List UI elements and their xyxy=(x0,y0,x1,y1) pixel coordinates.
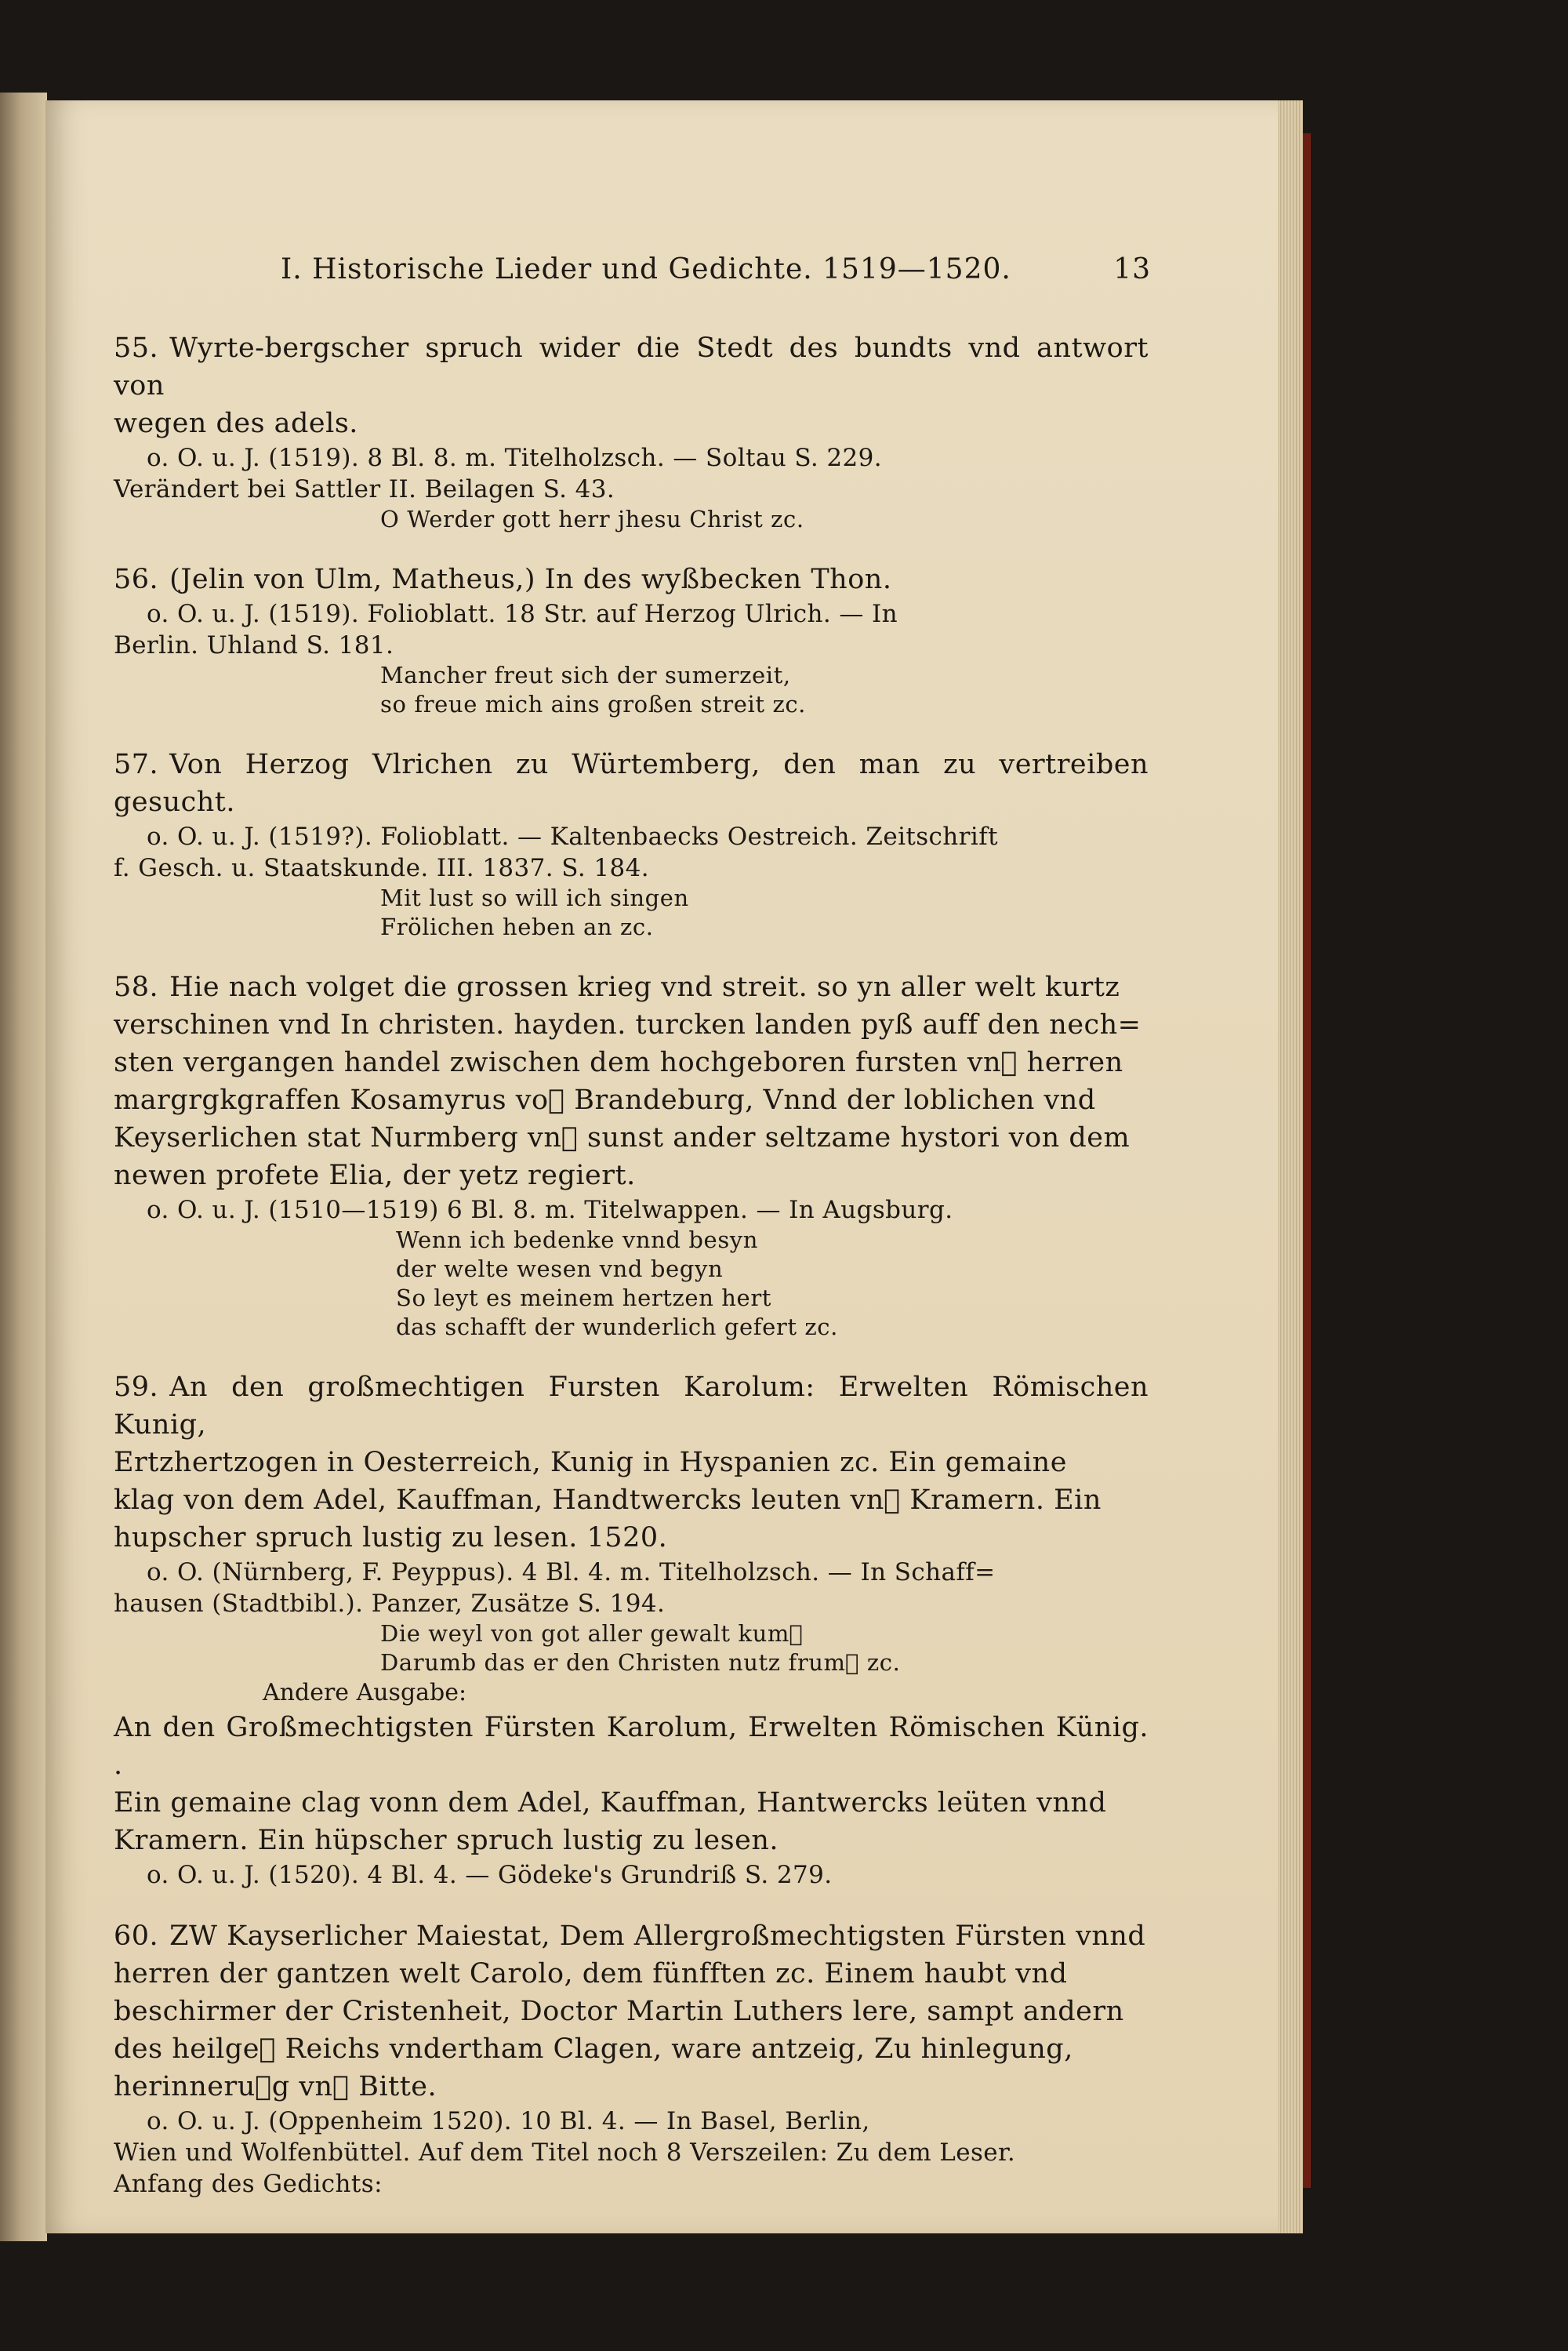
entry-title-line: klag von dem Adel, Kauffman, Handtwercks leuten vn᷑ Kramern. Ein xyxy=(114,1484,1102,1516)
entry-59 xyxy=(114,1368,1149,1891)
edition-label: Andere Ausgabe: xyxy=(263,1679,467,1706)
verse-incipit-line: so freue mich ains großen streit zc. xyxy=(380,691,806,718)
verse-incipit-line: O Werder gott herr jhesu Christ zc. xyxy=(380,506,804,532)
entry-title-line: 59. An den großmechtigen Fursten Karolum: Erwelten Römischen Kunig, xyxy=(114,1372,1149,1441)
bibliography-line: o. O. u. J. (1519). Folioblatt. 18 Str. auf Herzog Ulrich. — In xyxy=(147,600,898,628)
verse-incipit-line: Frölichen heben an zc. xyxy=(380,914,654,940)
verse-incipit-line: Die weyl von got aller gewalt kum᷑ xyxy=(380,1620,804,1647)
page-content xyxy=(114,329,1149,2226)
left-page-edge xyxy=(0,93,47,2241)
entry-58 xyxy=(114,968,1149,1342)
page-stack-edge xyxy=(1278,100,1303,2233)
entry-title-line: 58. Hie nach volget die grossen krieg vnd streit. so yn aller welt kurtz xyxy=(114,972,1120,1003)
entry-title-line: newen profete Elia, der yetz regiert. xyxy=(114,1160,636,1191)
entry-number: 56. xyxy=(114,564,159,595)
alt-edition-title-line: Ein gemaine clag vonn dem Adel, Kauffman, Hantwercks leüten vnnd xyxy=(114,1787,1107,1819)
entry-title-line: beschirmer der Cristenheit, Doctor Martin Luthers lere, sampt andern xyxy=(114,1996,1124,2027)
entry-number: 60. xyxy=(114,1920,159,1952)
verse-incipit-line: Darumb das er den Christen nutz frum᷑ zc. xyxy=(380,1649,901,1676)
entry-title-line: sten vergangen handel zwischen dem hochgeboren fursten vn᷑ herren xyxy=(114,1047,1123,1078)
entry-number: 57. xyxy=(114,749,159,780)
entry-number: 58. xyxy=(114,972,159,1003)
bibliography-line: o. O. u. J. (Oppenheim 1520). 10 Bl. 4. — In Basel, Berlin, xyxy=(147,2107,870,2135)
bibliography-line: Verändert bei Sattler II. Beilagen S. 43. xyxy=(114,475,615,503)
entry-title-line: des heilge᷑ Reichs vndertham Clagen, ware antzeig, Zu hinlegung, xyxy=(114,2033,1073,2065)
entry-56 xyxy=(114,561,1149,719)
entry-title-line: wegen des adels. xyxy=(114,408,358,439)
bibliography-line: o. O. u. J. (1519). 8 Bl. 8. m. Titelholzsch. — Soltau S. 229. xyxy=(147,444,883,472)
bibliography-line: o. O. u. J. (1519?). Folioblatt. — Kaltenbaecks Oestreich. Zeitschrift xyxy=(147,823,998,851)
verse-incipit-line: Mit lust so will ich singen xyxy=(380,885,689,911)
entry-title-line: 57. Von Herzog Vlrichen zu Würtemberg, den man zu vertreiben gesucht. xyxy=(114,749,1149,818)
verse-incipit-line: der welte wesen vnd begyn xyxy=(396,1255,724,1282)
entry-title-line: 55. Wyrte-bergscher spruch wider die Stedt des bundts vnd antwort von xyxy=(114,332,1149,402)
entry-title-line: herinneru᷑g vn᷑ Bitte. xyxy=(114,2071,437,2102)
entry-number: 55. xyxy=(114,332,159,364)
running-head-title: I. Historische Lieder und Gedichte. 1519—1520. xyxy=(281,253,1011,285)
entry-number: 59. xyxy=(114,1372,159,1403)
entry-55 xyxy=(114,329,1149,534)
alt-edition-title-line: An den Großmechtigsten Fürsten Karolum, Erwelten Römischen Künig. . xyxy=(114,1712,1149,1781)
bibliography-line: o. O. u. J. (1510—1519) 6 Bl. 8. m. Titelwappen. — In Augsburg. xyxy=(147,1196,953,1224)
verse-incipit-line: Mancher freut sich der sumerzeit, xyxy=(380,662,791,689)
bibliography-line: f. Gesch. u. Staatskunde. III. 1837. S. 184. xyxy=(114,854,649,882)
entry-title-line: 60. ZW Kayserlicher Maiestat, Dem Allergroßmechtigsten Fürsten vnnd xyxy=(114,1920,1146,1952)
verse-incipit-line: So leyt es meinem hertzen hert xyxy=(396,1285,772,1311)
verse-incipit-line: das schafft der wunderlich gefert zc. xyxy=(396,1314,838,1340)
entry-title-line: herren der gantzen welt Carolo, dem fünfften zc. Einem haubt vnd xyxy=(114,1958,1068,1989)
page-number: 13 xyxy=(1113,253,1151,285)
entry-title-line: margrgkgraffen Kosamyrus vo᷑ Brandeburg, Vnnd der loblichen vnd xyxy=(114,1085,1096,1116)
bibliography-line: hausen (Stadtbibl.). Panzer, Zusätze S. 194. xyxy=(114,1590,666,1618)
verse-incipit-line: Wenn ich bedenke vnnd besyn xyxy=(396,1226,759,1253)
entry-title-line: verschinen vnd In christen. hayden. turcken landen pyß auff den nech= xyxy=(114,1009,1142,1041)
bibliography-line: Wien und Wolfenbüttel. Auf dem Titel noch 8 Verszeilen: Zu dem Leser. xyxy=(114,2138,1016,2167)
entry-title-line: hupscher spruch lustig zu lesen. 1520. xyxy=(114,1522,668,1553)
bibliography-line: o. O. (Nürnberg, F. Peyppus). 4 Bl. 4. m. Titelholzsch. — In Schaff= xyxy=(147,1558,996,1586)
entry-title-line: 56. (Jelin von Ulm, Matheus,) In des wyßbecken Thon. xyxy=(114,564,892,595)
bibliography-line: Anfang des Gedichts: xyxy=(114,2170,383,2198)
bibliography-line: o. O. u. J. (1520). 4 Bl. 4. — Gödeke's Grundriß S. 279. xyxy=(147,1861,833,1889)
entry-60 xyxy=(114,1917,1149,2200)
book-cover-edge xyxy=(1303,133,1311,2188)
bibliography-line: Berlin. Uhland S. 181. xyxy=(114,631,394,660)
running-head xyxy=(281,253,1151,285)
entry-title-line: Ertzhertzogen in Oesterreich, Kunig in Hyspanien zc. Ein gemaine xyxy=(114,1447,1067,1478)
entry-title-line: Keyserlichen stat Nurmberg vn᷑ sunst ander seltzame hystori von dem xyxy=(114,1122,1131,1154)
entry-57 xyxy=(114,746,1149,942)
alt-edition-title-line: Kramern. Ein hüpscher spruch lustig zu lesen. xyxy=(114,1825,779,1856)
